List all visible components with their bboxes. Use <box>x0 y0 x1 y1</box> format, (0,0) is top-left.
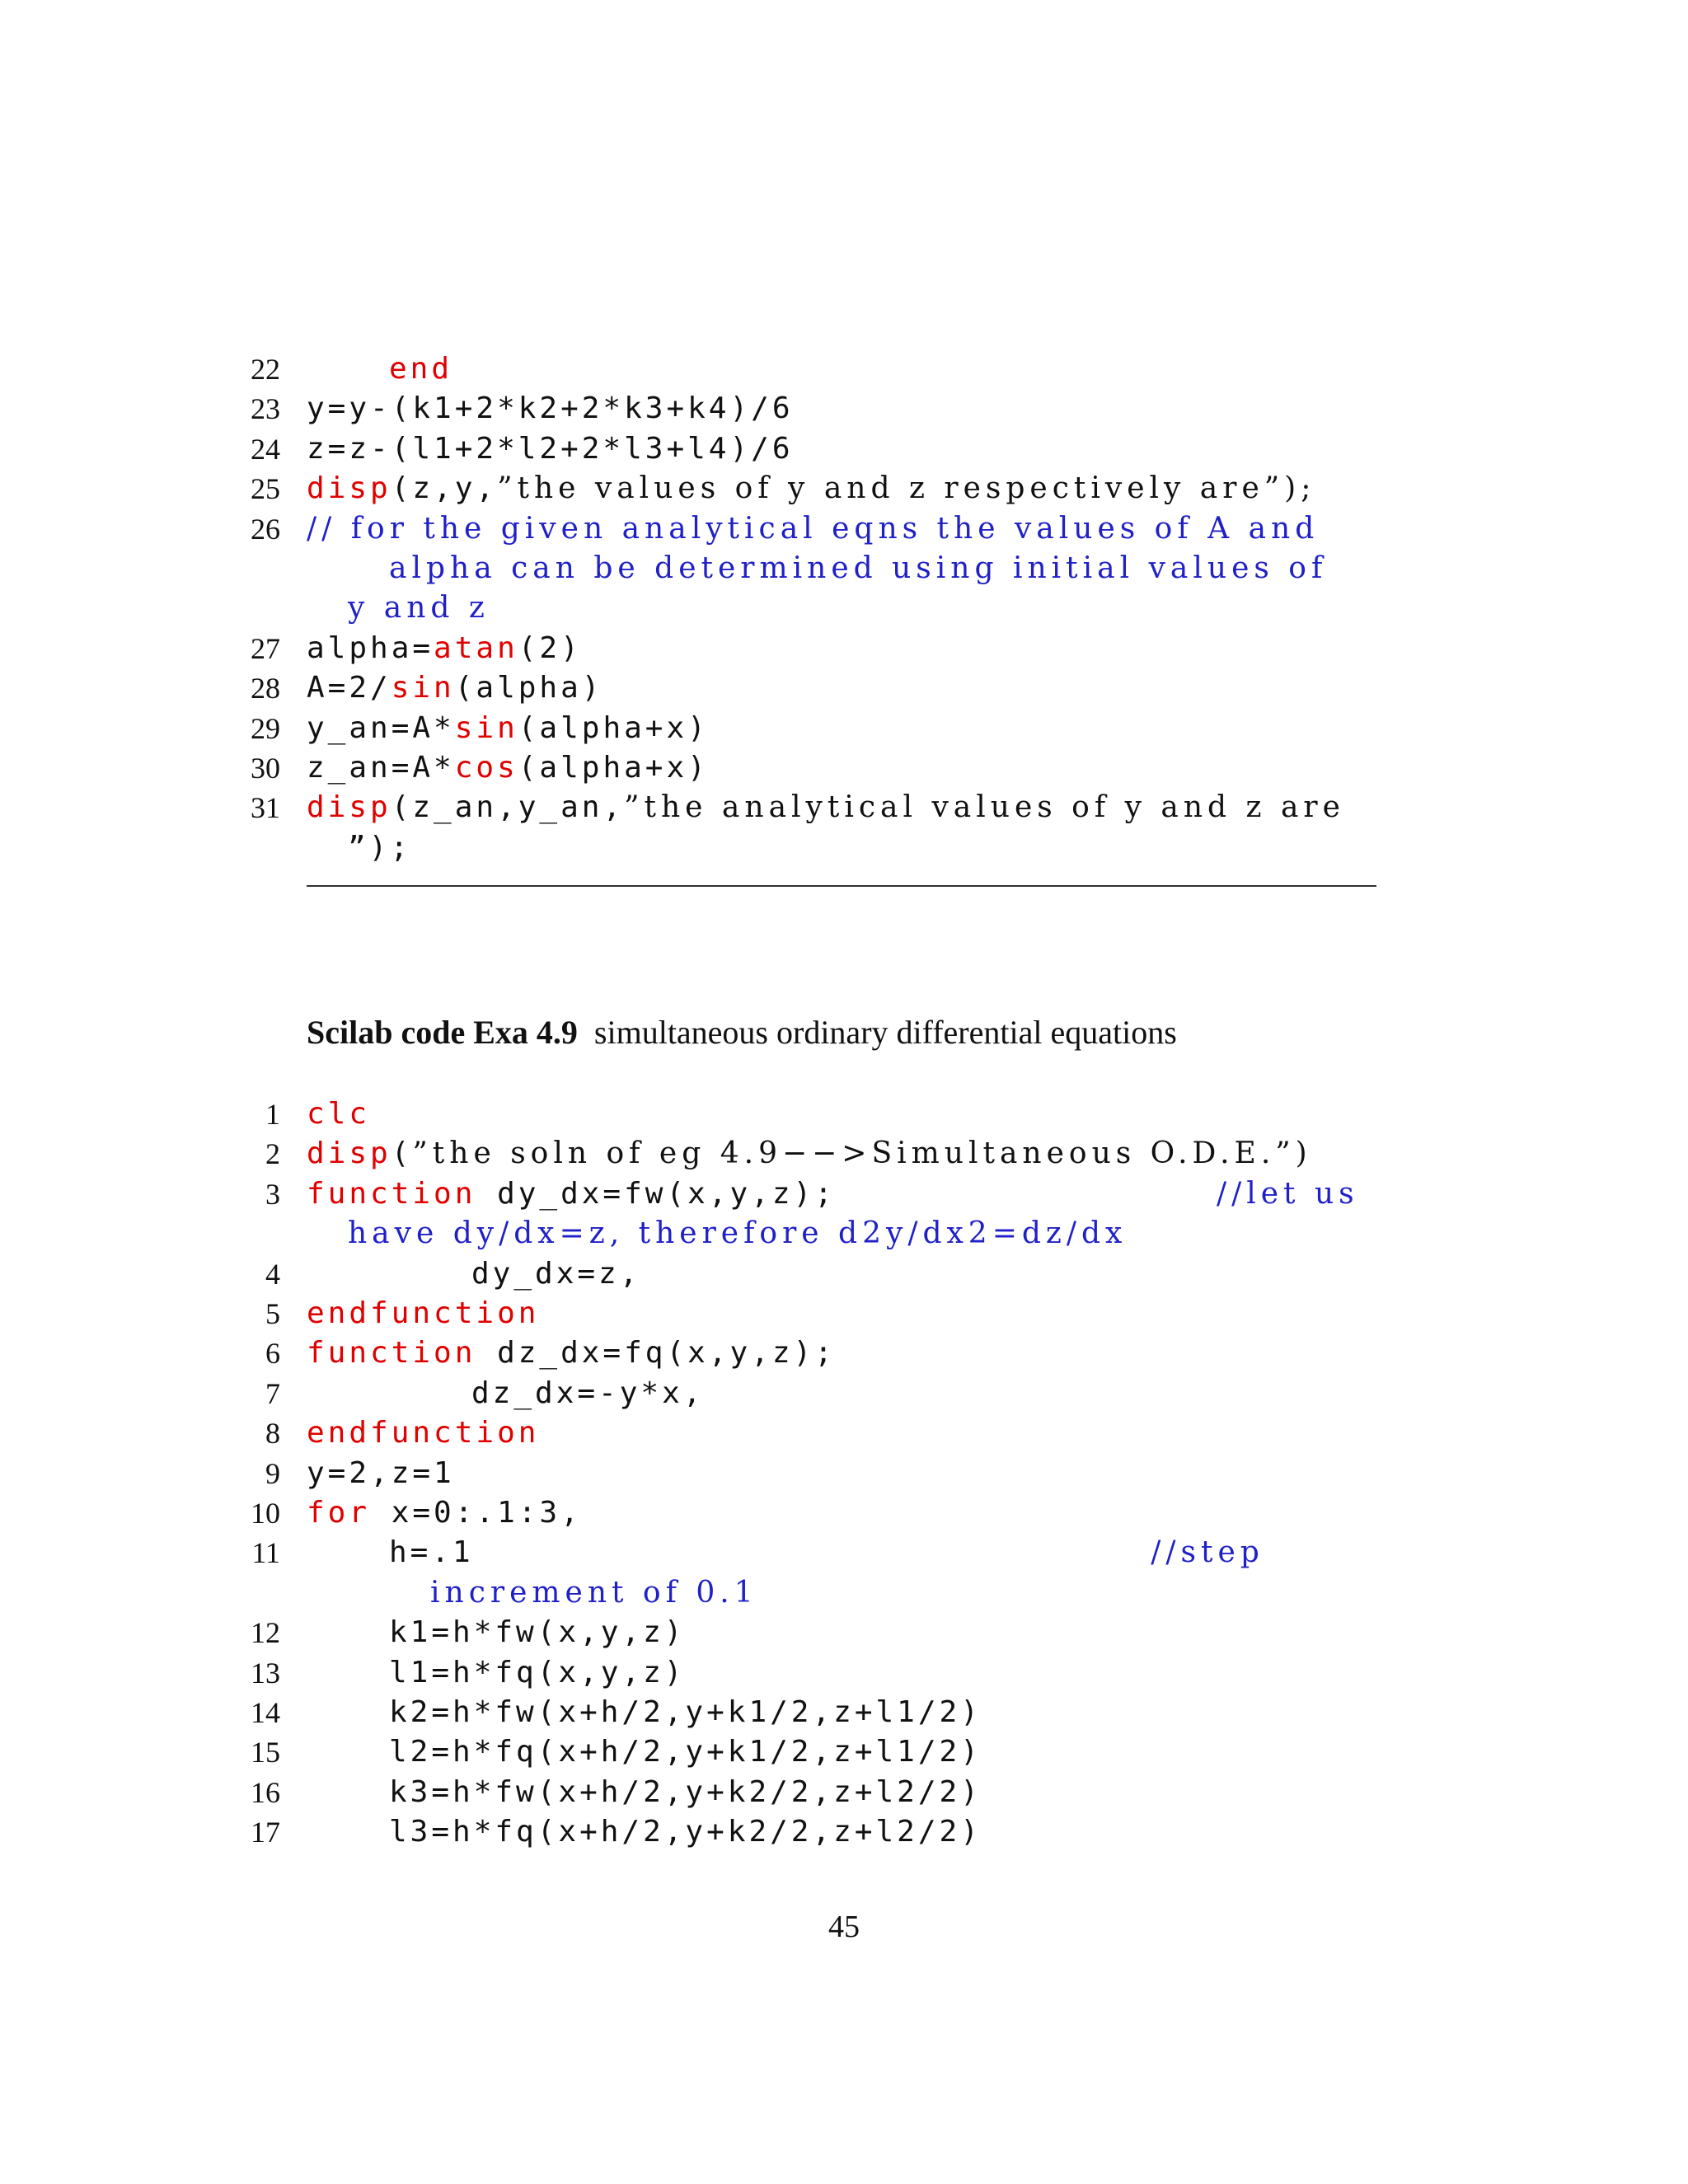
code-token: alpha= <box>307 630 434 665</box>
line-number: 12 <box>251 1616 280 1650</box>
code-line <box>0 1732 1688 1772</box>
keyword: endfunction <box>307 1296 540 1330</box>
line-number: 25 <box>251 472 280 506</box>
code-line <box>0 1613 1688 1652</box>
code-text <box>389 1812 982 1852</box>
code-text <box>307 748 709 788</box>
code-line <box>0 788 1688 827</box>
caption-label: Scilab code Exa 4.9 <box>307 1014 578 1051</box>
code-text <box>307 1094 370 1134</box>
code-line <box>0 1134 1688 1174</box>
line-number: 5 <box>265 1297 280 1330</box>
code-line <box>0 389 1688 429</box>
page-number: 45 <box>828 1910 860 1944</box>
line-number: 15 <box>251 1736 280 1769</box>
code-line <box>0 1333 1688 1373</box>
line-number: 7 <box>265 1376 280 1410</box>
code-text <box>307 788 1345 827</box>
code-token: dz_dx=fq(x,y,z); <box>476 1336 836 1371</box>
code-token: (z,y, <box>391 471 498 506</box>
code-text <box>307 629 582 668</box>
code-line <box>0 1653 1688 1693</box>
keyword: function <box>307 1336 476 1371</box>
code-line <box>0 1493 1688 1533</box>
code-token: dy_dx=z, <box>471 1256 641 1291</box>
code-line <box>0 1214 1688 1254</box>
line-number: 6 <box>265 1337 280 1371</box>
line-number: 28 <box>251 672 280 705</box>
code-text <box>471 1254 640 1294</box>
keyword: sin <box>454 710 518 745</box>
code-text <box>307 469 1315 509</box>
code-token: k1=h*fw(x,y,z) <box>389 1615 686 1650</box>
line-number: 17 <box>251 1816 280 1849</box>
line-number: 8 <box>265 1417 280 1451</box>
line-number: 23 <box>251 392 280 426</box>
line-number: 2 <box>265 1137 280 1171</box>
code-token: ”the values of y and z respectively are”); <box>497 471 1316 506</box>
code-line <box>0 1294 1688 1333</box>
code-token: y=2,z=1 <box>307 1455 455 1490</box>
line-number: 16 <box>251 1775 280 1809</box>
code-text <box>389 1773 982 1812</box>
keyword: disp <box>307 1137 392 1171</box>
code-token: dz_dx=-y*x, <box>471 1376 705 1410</box>
line-number: 27 <box>251 631 280 665</box>
comment: //step <box>1151 1535 1264 1570</box>
code-token: ”the soln of eg 4.9−−>Simultaneous O.D.E.”) <box>412 1137 1312 1171</box>
code-token: dy_dx=fw(x,y,z); <box>476 1176 1217 1211</box>
code-line <box>0 828 1688 868</box>
code-text <box>348 588 490 628</box>
code-text <box>307 389 794 429</box>
keyword: atan <box>434 630 518 665</box>
code-text <box>307 1174 1359 1214</box>
code-text <box>307 509 1319 549</box>
code-token: x=0:.1:3, <box>370 1496 582 1530</box>
code-text <box>389 1533 1264 1572</box>
code-token: (2) <box>518 630 582 665</box>
keyword: endfunction <box>307 1416 540 1451</box>
code-text <box>389 1732 982 1772</box>
line-number: 26 <box>251 512 280 546</box>
code-text <box>389 1613 685 1652</box>
code-line <box>0 1454 1688 1493</box>
code-line <box>0 509 1688 549</box>
keyword: disp <box>307 471 392 506</box>
comment: //let us <box>1216 1176 1359 1211</box>
code-token: k3=h*fw(x+h/2,y+k2/2,z+l2/2) <box>389 1774 982 1809</box>
listing-end-rule <box>307 885 1376 887</box>
code-token: (alpha+x) <box>518 710 709 745</box>
code-token: z=z-(l1+2*l2+2*l3+l4)/6 <box>307 431 794 466</box>
code-caption <box>307 1012 1177 1053</box>
code-line <box>0 549 1688 588</box>
code-token: y=y-(k1+2*k2+2*k3+k4)/6 <box>307 391 794 426</box>
line-number: 31 <box>251 791 280 825</box>
code-text <box>307 1454 455 1493</box>
code-text <box>307 1333 836 1373</box>
keyword: disp <box>307 790 392 825</box>
comment: increment of 0.1 <box>430 1575 758 1610</box>
comment: y and z <box>348 591 490 626</box>
keyword: cos <box>454 751 518 785</box>
code-text <box>307 1413 539 1453</box>
caption-text: simultaneous ordinary differential equations <box>593 1014 1177 1051</box>
code-line <box>0 1374 1688 1413</box>
code-line <box>0 1254 1688 1294</box>
code-text <box>348 1214 1127 1254</box>
line-number: 13 <box>251 1656 280 1690</box>
code-line <box>0 1533 1688 1572</box>
code-text <box>389 549 1327 588</box>
code-text <box>307 1294 539 1333</box>
code-text <box>307 1134 1312 1174</box>
line-number: 14 <box>251 1696 280 1729</box>
code-token: l2=h*fq(x+h/2,y+k1/2,z+l1/2) <box>389 1735 982 1769</box>
code-token: (alpha+x) <box>518 751 709 785</box>
code-token: y_an=A* <box>307 710 455 745</box>
code-token: l1=h*fq(x,y,z) <box>389 1655 686 1690</box>
code-token: ( <box>391 1137 413 1171</box>
line-number: 11 <box>251 1536 280 1570</box>
code-text <box>389 349 452 389</box>
line-number: 1 <box>265 1098 280 1131</box>
code-text <box>471 1374 704 1413</box>
code-line <box>0 1573 1688 1613</box>
code-text <box>307 668 603 708</box>
keyword: function <box>307 1176 476 1211</box>
comment: // for the given analytical eqns the values of A and <box>307 511 1320 546</box>
code-line <box>0 668 1688 708</box>
line-number: 4 <box>265 1257 280 1291</box>
comment: have dy/dx=z, therefore d2y/dx2=dz/dx <box>348 1216 1128 1251</box>
line-number: 22 <box>251 353 280 386</box>
keyword: for <box>307 1496 371 1530</box>
code-line <box>0 629 1688 668</box>
code-token: (z_an,y_an, <box>391 790 625 825</box>
code-line <box>0 1773 1688 1812</box>
keyword: sin <box>391 671 455 705</box>
code-token: l3=h*fq(x+h/2,y+k2/2,z+l2/2) <box>389 1815 982 1849</box>
code-text <box>307 709 709 748</box>
code-token: h=.1 <box>389 1535 1151 1570</box>
code-token: ”the analytical values of y and z are <box>624 790 1345 825</box>
code-text <box>348 828 411 868</box>
code-text <box>307 1493 582 1533</box>
code-token: ”); <box>348 830 412 865</box>
code-line <box>0 1413 1688 1453</box>
code-line <box>0 1094 1688 1134</box>
line-number: 29 <box>251 711 280 745</box>
code-text <box>389 1693 982 1732</box>
code-line <box>0 1174 1688 1214</box>
line-number: 30 <box>251 752 280 785</box>
keyword: clc <box>307 1097 371 1131</box>
code-line <box>0 349 1688 389</box>
comment: alpha can be determined using initial values of <box>389 551 1328 585</box>
line-number: 9 <box>265 1456 280 1490</box>
code-line <box>0 469 1688 509</box>
code-line <box>0 1693 1688 1732</box>
code-line <box>0 429 1688 469</box>
code-text <box>430 1573 758 1613</box>
code-line <box>0 748 1688 788</box>
line-number: 3 <box>265 1177 280 1211</box>
code-token: z_an=A* <box>307 751 455 785</box>
code-text <box>307 429 794 469</box>
keyword: end <box>389 352 453 386</box>
line-number: 24 <box>251 432 280 466</box>
code-token: A=2/ <box>307 671 392 705</box>
code-line <box>0 709 1688 748</box>
code-token: (alpha) <box>454 671 603 705</box>
line-number: 10 <box>251 1497 280 1530</box>
code-line <box>0 588 1688 628</box>
code-token: k2=h*fw(x+h/2,y+k1/2,z+l1/2) <box>389 1695 982 1729</box>
code-line <box>0 1812 1688 1852</box>
code-text <box>389 1653 685 1693</box>
